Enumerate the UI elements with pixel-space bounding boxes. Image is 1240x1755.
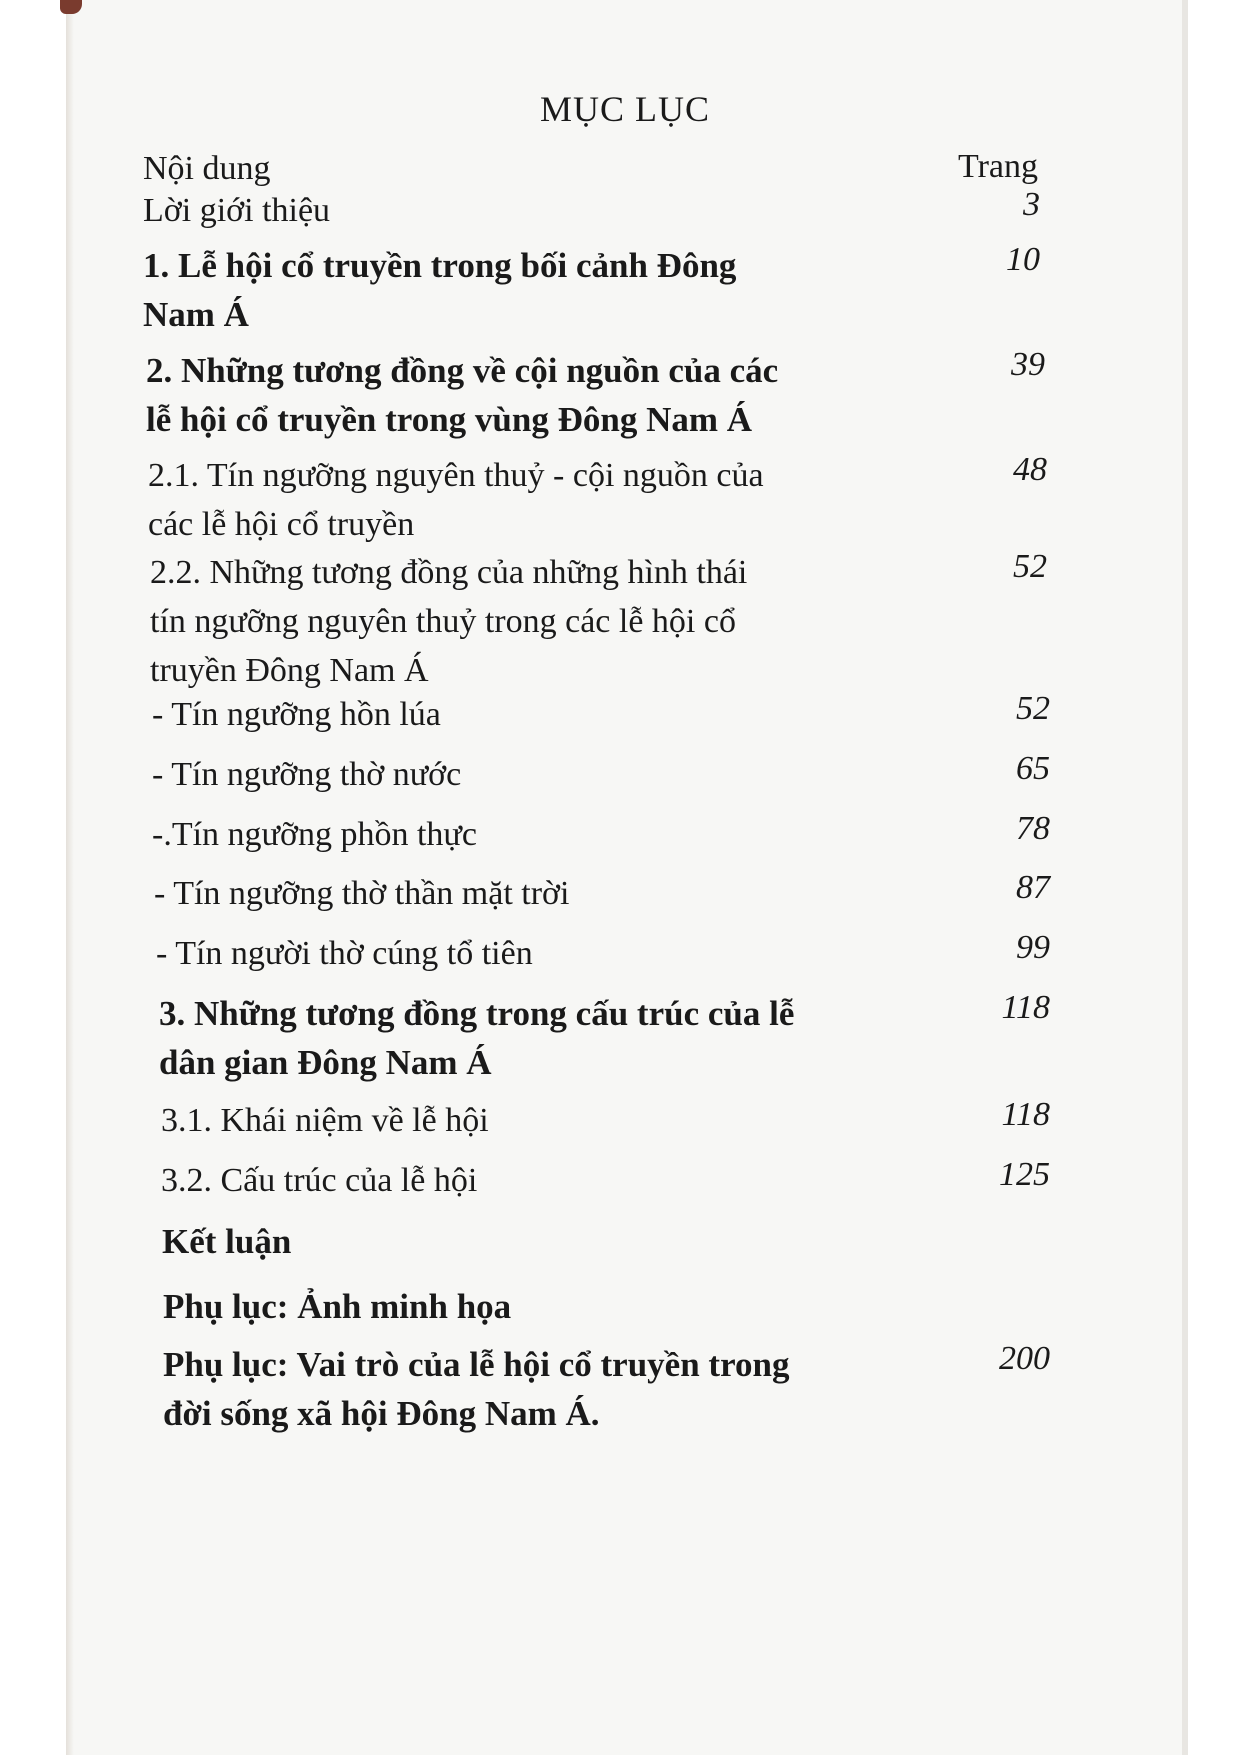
toc-page-section-2-1: 48 [1013,451,1047,488]
toc-page-rice-soul: 52 [1016,690,1050,727]
toc-entry-chapter-3: 3. Những tương đồng trong cấu trúc của lễ dân gian Đông Nam Á [159,994,795,1082]
toc-entry-chapter-1: 1. Lễ hội cổ truyền trong bối cảnh Đông Nam Á [143,246,737,334]
toc-page-ancestor-worship: 99 [1016,929,1050,966]
toc-page-chapter-3: 118 [1001,989,1050,1026]
toc-page-section-3-2: 125 [999,1156,1050,1193]
toc-entry-rice-soul: - Tín ngưỡng hồn lúa [152,696,441,733]
toc-page-chapter-1: 10 [1006,241,1040,278]
page-left-edge [66,0,74,1755]
toc-page-section-3-1: 118 [1001,1096,1050,1133]
toc-entry-appendix-role: Phụ lục: Vai trò của lễ hội cổ truyền trong đời sống xã hội Đông Nam Á. [163,1345,790,1433]
toc-page-appendix-role: 200 [999,1340,1050,1377]
toc-page-water-worship: 65 [1016,750,1050,787]
toc-page-section-2-2: 52 [1013,548,1047,585]
toc-entry-conclusion: Kết luận [162,1222,292,1261]
toc-entry-ancestor-worship: - Tín người thờ cúng tổ tiên [156,935,533,972]
toc-page-chapter-2: 39 [1011,346,1045,383]
toc-entry-section-2-1: 2.1. Tín ngưỡng nguyên thuỷ - cội nguồn của các lễ hội cổ truyền [148,457,764,543]
toc-page-intro: 3 [1023,186,1040,223]
page-column-header: Trang [958,148,1038,185]
toc-page-sun-god: 87 [1016,869,1050,906]
page-right-edge [1182,0,1188,1755]
toc-entry-water-worship: - Tín ngưỡng thờ nước [152,756,462,793]
toc-entry-section-3-2: 3.2. Cấu trúc của lễ hội [161,1162,478,1199]
page-title: MỤC LỤC [540,89,711,129]
toc-page-fertility: 78 [1016,810,1050,847]
toc-entry-section-2-2: 2.2. Những tương đồng của những hình thái tín ngưỡng nguyên thuỷ trong các lễ hội cổ truyền Đông Nam Á [150,554,748,689]
toc-entry-chapter-2: 2. Những tương đồng về cội nguồn của các lễ hội cổ truyền trong vùng Đông Nam Á [146,351,779,439]
toc-entry-section-3-1: 3.1. Khái niệm về lễ hội [161,1102,489,1139]
toc-entry-appendix-photos: Phụ lục: Ảnh minh họa [163,1287,512,1326]
toc-entry-fertility: -.Tín ngưỡng phồn thực [152,816,477,853]
content-column-header: Nội dung [143,150,271,187]
toc-entry-sun-god: - Tín ngưỡng thờ thần mặt trời [154,875,570,912]
toc-entry-intro: Lời giới thiệu [143,192,331,229]
